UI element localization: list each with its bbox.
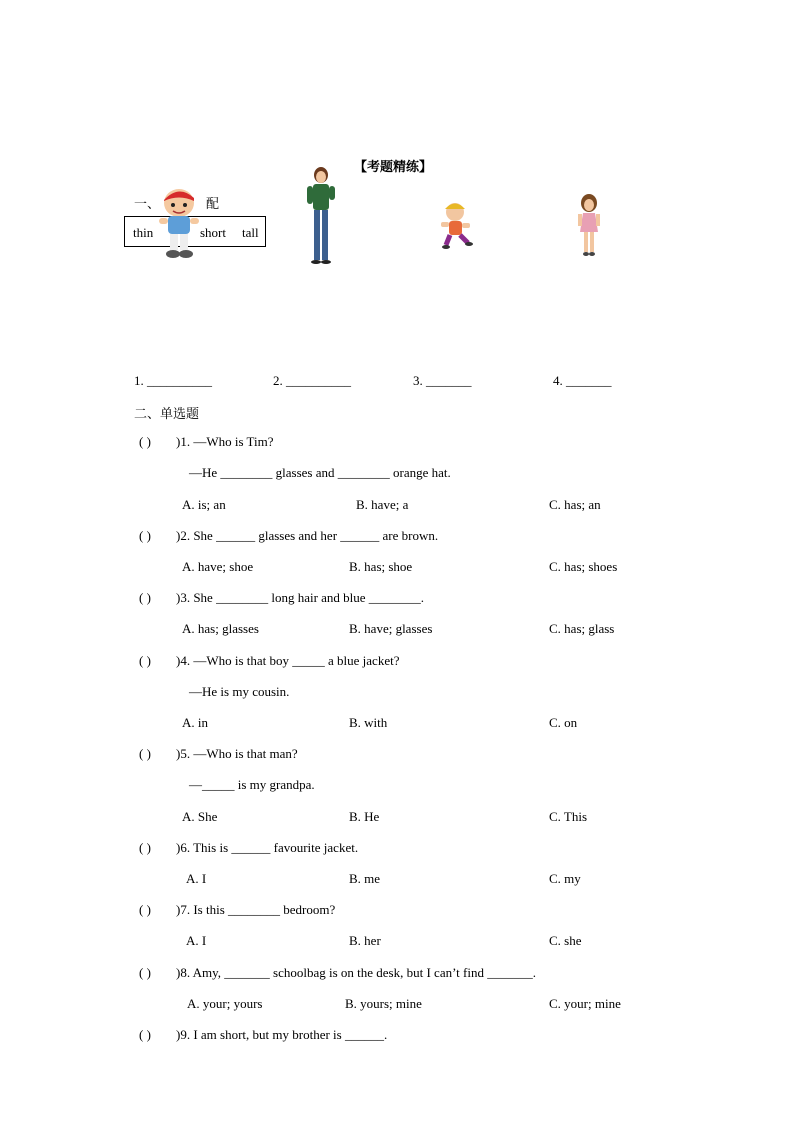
option-a[interactable]: A. is; an — [182, 497, 226, 512]
blank-4[interactable]: 4. _______ — [553, 373, 612, 388]
option-b[interactable]: B. me — [349, 871, 381, 886]
question-stem: )3. She ________ long hair and blue ________. — [176, 590, 425, 605]
answer-paren[interactable]: ( ) — [139, 590, 151, 605]
word-thin: thin — [133, 225, 154, 240]
answer-paren[interactable]: ( ) — [139, 528, 151, 543]
option-c[interactable]: C. has; an — [549, 497, 601, 512]
boy-cap-figure — [155, 186, 203, 260]
answer-paren[interactable]: ( ) — [139, 1027, 151, 1042]
section1-heading-end: 配 — [206, 197, 220, 212]
blank-2[interactable]: 2. __________ — [273, 373, 351, 388]
option-b[interactable]: B. have; glasses — [349, 621, 433, 636]
option-b[interactable]: B. He — [349, 809, 380, 824]
option-c[interactable]: C. my — [549, 871, 581, 886]
question-line2: —He ________ glasses and ________ orange hat. — [189, 465, 451, 480]
blank-1[interactable]: 1. __________ — [134, 373, 212, 388]
answer-paren[interactable]: ( ) — [139, 746, 151, 761]
option-b[interactable]: B. has; shoe — [349, 559, 413, 574]
blank-3[interactable]: 3. _______ — [413, 373, 472, 388]
option-c[interactable]: C. she — [549, 933, 582, 948]
section2-heading: 二、单选题 — [134, 407, 200, 422]
option-b[interactable]: B. yours; mine — [345, 996, 422, 1011]
answer-paren[interactable]: ( ) — [139, 965, 151, 980]
option-c[interactable]: C. has; shoes — [549, 559, 618, 574]
option-a[interactable]: A. She — [182, 809, 218, 824]
question-stem: )7. Is this ________ bedroom? — [176, 902, 336, 917]
word-tall: tall — [242, 225, 259, 240]
word-short: short — [200, 225, 226, 240]
question-stem: )8. Amy, _______ schoolbag is on the desk, but I can’t find _______. — [176, 965, 536, 980]
option-b[interactable]: B. have; a — [356, 497, 409, 512]
question-stem: )1. —Who is Tim? — [176, 434, 274, 449]
option-b[interactable]: B. with — [349, 715, 388, 730]
section1-heading-start: 一、 — [134, 197, 161, 212]
option-a[interactable]: A. I — [186, 933, 207, 948]
option-c[interactable]: C. This — [549, 809, 588, 824]
option-b[interactable]: B. her — [349, 933, 381, 948]
girl-figure — [576, 194, 602, 258]
page-title: 【考题精练】 — [354, 160, 433, 175]
question-line2: —He is my cousin. — [189, 684, 290, 699]
question-stem: )2. She ______ glasses and her ______ are brown. — [176, 528, 439, 543]
question-stem: )6. This is ______ favourite jacket. — [176, 840, 359, 855]
question-stem: )9. I am short, but my brother is ______. — [176, 1027, 388, 1042]
option-a[interactable]: A. your; yours — [187, 996, 263, 1011]
option-a[interactable]: A. have; shoe — [182, 559, 254, 574]
answer-paren[interactable]: ( ) — [139, 434, 151, 449]
answer-paren[interactable]: ( ) — [139, 653, 151, 668]
option-a[interactable]: A. in — [182, 715, 208, 730]
question-line2: —_____ is my grandpa. — [189, 777, 315, 792]
option-a[interactable]: A. I — [186, 871, 207, 886]
answer-paren[interactable]: ( ) — [139, 840, 151, 855]
answer-paren[interactable]: ( ) — [139, 902, 151, 917]
option-c[interactable]: C. has; glass — [549, 621, 615, 636]
question-stem: )5. —Who is that man? — [176, 746, 298, 761]
option-c[interactable]: C. your; mine — [549, 996, 621, 1011]
option-c[interactable]: C. on — [549, 715, 578, 730]
tall-woman-figure — [303, 166, 339, 266]
small-boy-figure — [438, 201, 474, 251]
question-stem: )4. —Who is that boy _____ a blue jacket? — [176, 653, 400, 668]
option-a[interactable]: A. has; glasses — [182, 621, 259, 636]
